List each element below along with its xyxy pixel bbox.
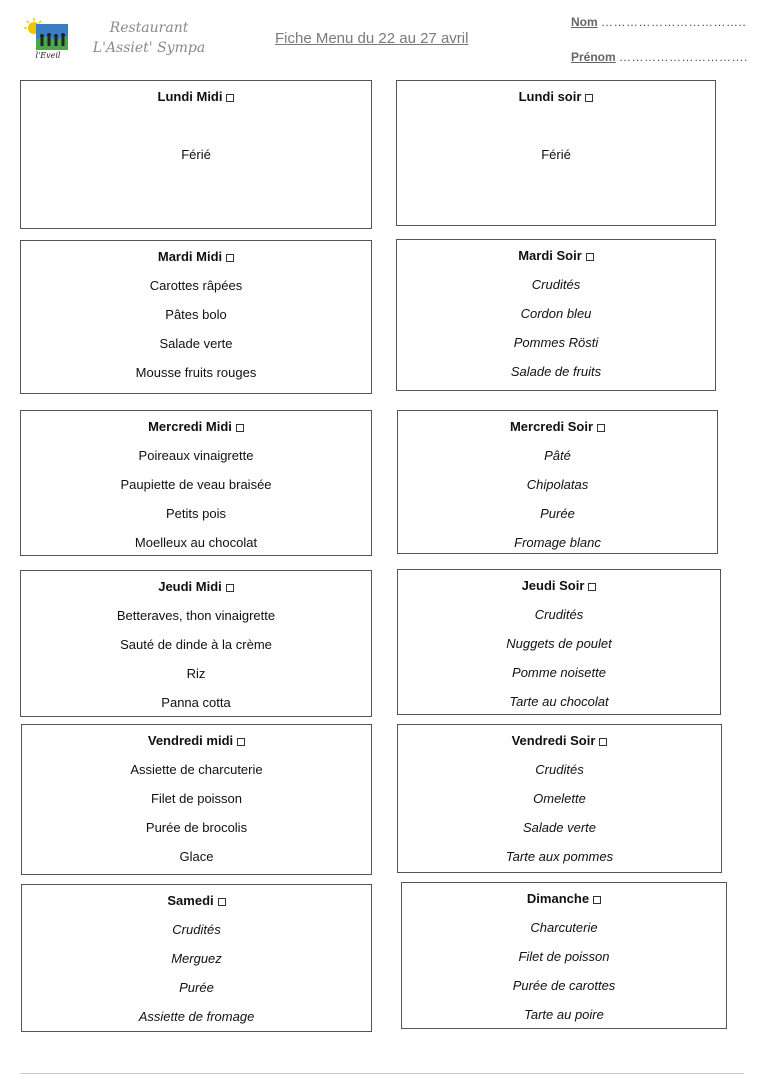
- menu-item: Tarte au poire: [524, 1007, 604, 1022]
- restaurant-line1: Restaurant: [109, 20, 189, 36]
- nom-blank[interactable]: ……………………………..: [601, 15, 747, 29]
- checkbox[interactable]: [226, 584, 234, 592]
- menu-item: Purée de carottes: [512, 978, 616, 993]
- menu-item: Crudités: [534, 607, 584, 622]
- menu-dimanche: [401, 882, 727, 1029]
- menu-header: Jeudi Midi: [21, 579, 371, 595]
- menu-item: Charcuterie: [530, 920, 598, 935]
- menu-item: Mousse fruits rouges: [135, 365, 257, 380]
- menu-item: Omelette: [533, 791, 586, 806]
- menu-item: Chipolatas: [526, 477, 589, 492]
- menu-header: Samedi: [22, 893, 371, 909]
- menu-item: Purée: [540, 506, 575, 521]
- menu-item: Tarte aux pommes: [505, 849, 614, 864]
- checkbox[interactable]: [586, 253, 594, 261]
- menu-lundi-soir: [396, 80, 716, 226]
- checkbox[interactable]: [226, 94, 234, 102]
- checkbox[interactable]: [599, 738, 607, 746]
- menu-jeudi-soir: [397, 569, 721, 715]
- menu-mercredi-midi: [20, 410, 372, 556]
- menu-item: Pomme noisette: [512, 665, 606, 680]
- menu-header: Vendredi midi: [22, 733, 371, 749]
- menu-mardi-soir: [396, 239, 716, 391]
- menu-vendredi-midi: [21, 724, 372, 875]
- menu-item: Férié: [181, 147, 211, 162]
- checkbox[interactable]: [588, 583, 596, 591]
- menu-item: Purée de brocolis: [145, 820, 248, 835]
- menu-item: Moelleux au chocolat: [134, 535, 258, 550]
- menu-lundi-midi: [20, 80, 372, 229]
- menu-item: Poireaux vinaigrette: [138, 448, 254, 463]
- menu-item: Glace: [179, 849, 214, 864]
- prenom-label: Prénom: [571, 50, 616, 64]
- checkbox[interactable]: [593, 896, 601, 904]
- menu-item: Filet de poisson: [150, 791, 243, 806]
- menu-samedi: [21, 884, 372, 1032]
- restaurant-line2: L'Assiet' Sympa: [92, 40, 206, 56]
- menu-mercredi-soir: [397, 410, 718, 554]
- menu-item: Salade de fruits: [510, 364, 602, 379]
- checkbox[interactable]: [218, 898, 226, 906]
- menu-header: Jeudi Soir: [398, 578, 720, 594]
- menu-header: Mercredi Soir: [398, 419, 717, 435]
- menu-item: Crudités: [172, 922, 221, 937]
- nom-field[interactable]: [571, 15, 746, 29]
- menu-item: Férié: [541, 147, 571, 162]
- menu-header: Mardi Soir: [397, 248, 715, 264]
- menu-item: Tarte au chocolat: [509, 694, 609, 709]
- menu-item: Sauté de dinde à la crème: [120, 637, 272, 652]
- menu-header: Mercredi Midi: [21, 419, 371, 435]
- menu-header: Vendredi Soir: [398, 733, 721, 749]
- menu-item: Paupiette de veau braisée: [120, 477, 272, 492]
- checkbox[interactable]: [597, 424, 605, 432]
- menu-item: Fromage blanc: [514, 535, 601, 550]
- svg-text:l'Eveil: l'Eveil: [35, 51, 61, 60]
- eveil-logo: [24, 18, 72, 60]
- menu-item: Pommes Rösti: [513, 335, 599, 350]
- prenom-field[interactable]: [571, 50, 748, 64]
- checkbox[interactable]: [226, 254, 234, 262]
- menu-item: Nuggets de poulet: [506, 636, 612, 651]
- menu-item: Cordon bleu: [520, 306, 592, 321]
- menu-item: Purée: [179, 980, 214, 995]
- checkbox[interactable]: [237, 738, 245, 746]
- menu-header: Dimanche: [402, 891, 726, 907]
- prenom-blank[interactable]: ………………………….: [619, 50, 748, 64]
- menu-item: Crudités: [531, 277, 581, 292]
- menu-header: Mardi Midi: [21, 249, 371, 265]
- menu-mardi-midi: [20, 240, 372, 394]
- menu-item: Merguez: [171, 951, 222, 966]
- menu-vendredi-soir: [397, 724, 722, 873]
- checkbox[interactable]: [585, 94, 593, 102]
- checkbox[interactable]: [236, 424, 244, 432]
- menu-item: Carottes râpées: [149, 278, 243, 293]
- menu-item: Pâtes bolo: [165, 307, 227, 322]
- menu-header: Lundi soir: [397, 89, 715, 105]
- menu-item: Panna cotta: [161, 695, 231, 710]
- menu-item: Filet de poisson: [518, 949, 610, 964]
- menu-item: Betteraves, thon vinaigrette: [116, 608, 276, 623]
- menu-header: Lundi Midi: [21, 89, 371, 105]
- page-title: Fiche Menu du 22 au 27 avril: [275, 30, 469, 47]
- nom-label: Nom: [571, 15, 598, 29]
- menu-item: Petits pois: [166, 506, 226, 521]
- menu-jeudi-midi: [20, 570, 372, 717]
- menu-item: Pâté: [544, 448, 571, 463]
- menu-item: Assiette de fromage: [138, 1009, 255, 1024]
- menu-item: Riz: [186, 666, 206, 681]
- page-bottom-rule: [20, 1073, 744, 1074]
- menu-item: Assiette de charcuterie: [130, 762, 263, 777]
- menu-item: Crudités: [535, 762, 584, 777]
- restaurant-name: [84, 18, 214, 58]
- menu-item: Salade verte: [159, 336, 233, 351]
- menu-item: Salade verte: [523, 820, 596, 835]
